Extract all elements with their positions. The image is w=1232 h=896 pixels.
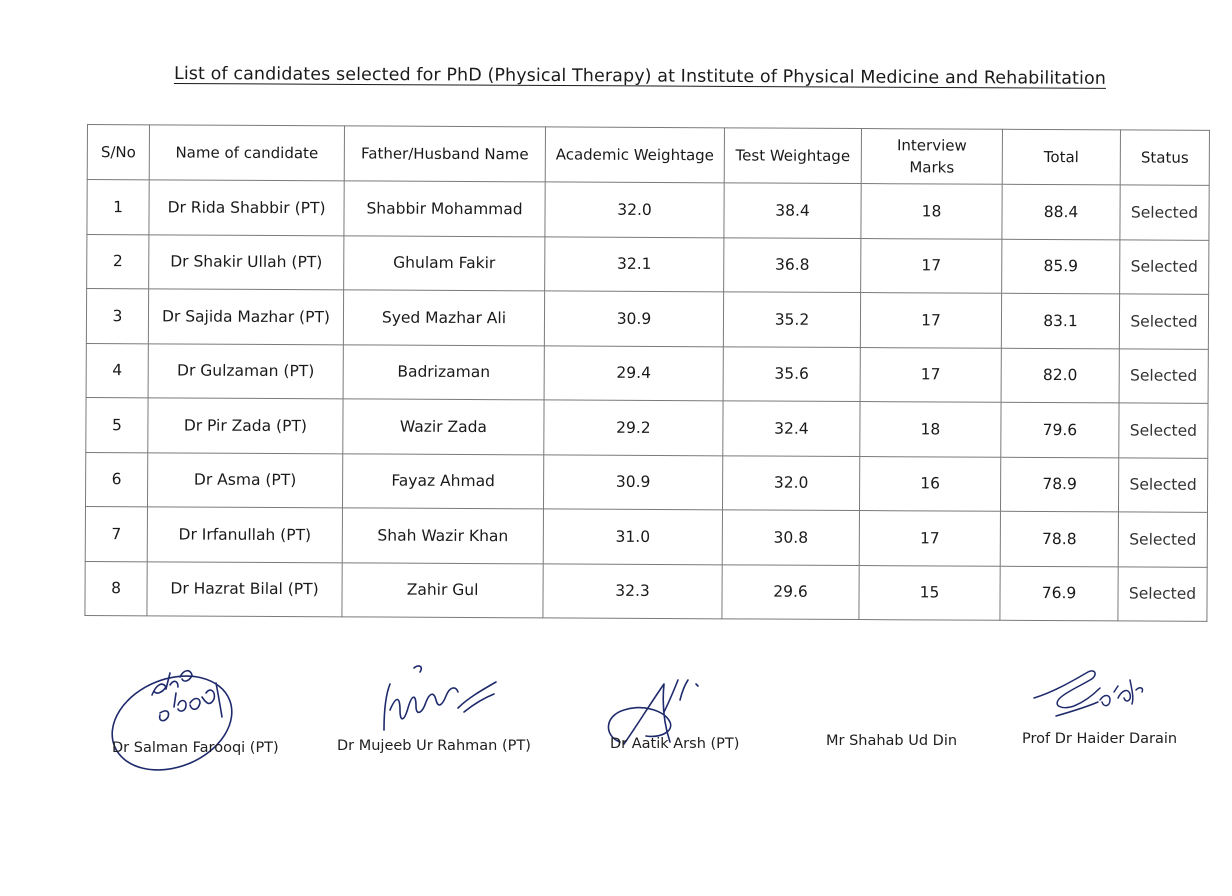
cell-total: 79.6 <box>1001 402 1119 457</box>
header-name: Name of candidate <box>149 125 344 181</box>
table-row <box>87 180 1209 240</box>
header-total: Total <box>1002 129 1120 185</box>
cell-academic: 30.9 <box>543 454 722 509</box>
cell-status: Selected <box>1118 457 1207 512</box>
cell-test: 29.6 <box>722 564 859 619</box>
cell-father: Zahir Gul <box>342 562 543 618</box>
cell-interview: 16 <box>859 456 1000 511</box>
cell-interview: 17 <box>861 238 1002 293</box>
cell-total: 88.4 <box>1002 184 1120 239</box>
cell-test: 30.8 <box>722 510 859 565</box>
cell-sno: 4 <box>86 343 148 398</box>
cell-father: Wazir Zada <box>343 399 544 455</box>
cell-status: Selected <box>1118 512 1207 567</box>
cell-sno: 6 <box>85 452 147 507</box>
cell-academic: 32.3 <box>543 563 722 618</box>
header-status: Status <box>1120 130 1209 185</box>
cell-status: Selected <box>1118 566 1207 621</box>
cell-total: 78.9 <box>1000 457 1118 512</box>
cell-test: 38.4 <box>724 183 861 238</box>
signature-haider-darain <box>1026 660 1156 730</box>
cell-academic: 29.2 <box>544 400 723 455</box>
signatory-name: Dr Salman Farooqi (PT) <box>112 740 279 756</box>
candidates-table-wrapper <box>84 124 1210 622</box>
cell-test: 35.6 <box>723 346 860 401</box>
cell-sno: 5 <box>86 397 148 452</box>
document-title: List of candidates selected for PhD (Physical Therapy) at Institute of Physical Medicine and Rehabilitation <box>173 64 1107 89</box>
cell-father: Fayaz Ahmad <box>342 453 543 509</box>
cell-interview: 15 <box>859 565 1000 620</box>
cell-name: Dr Shakir Ullah (PT) <box>149 234 344 290</box>
cell-status: Selected <box>1119 348 1208 403</box>
header-test: Test Weightage <box>724 128 861 184</box>
table-row <box>85 452 1207 512</box>
cell-father: Syed Mazhar Ali <box>343 290 544 346</box>
header-interview <box>861 129 1002 185</box>
signatory-name: Dr Mujeeb Ur Rahman (PT) <box>337 738 531 754</box>
cell-academic: 32.1 <box>545 236 724 291</box>
cell-interview: 17 <box>859 511 1000 566</box>
table-header-row <box>87 125 1209 186</box>
cell-total: 83.1 <box>1001 293 1119 348</box>
table-row <box>87 234 1209 294</box>
header-father: Father/Husband Name <box>344 126 545 182</box>
cell-test: 32.4 <box>723 401 860 456</box>
cell-father: Ghulam Fakir <box>344 235 545 291</box>
cell-test: 36.8 <box>724 237 861 292</box>
cell-name: Dr Pir Zada (PT) <box>148 398 343 454</box>
cell-father: Shah Wazir Khan <box>342 508 543 564</box>
signature-mujeeb-ur-rahman <box>372 660 512 740</box>
table-row <box>86 289 1208 349</box>
cell-father: Shabbir Mohammad <box>344 181 545 237</box>
cell-test: 32.0 <box>722 455 859 510</box>
candidates-table <box>84 124 1210 622</box>
cell-name: Dr Rida Shabbir (PT) <box>149 180 344 236</box>
cell-total: 76.9 <box>1000 566 1118 621</box>
header-academic: Academic Weightage <box>545 127 724 183</box>
cell-sno: 1 <box>87 180 149 235</box>
signature-salman-farooqi <box>104 655 234 775</box>
table-row <box>85 561 1207 621</box>
cell-interview: 18 <box>861 184 1002 239</box>
cell-name: Dr Asma (PT) <box>147 452 342 508</box>
header-interview-line1: Interview <box>896 136 967 155</box>
signatory-name: Mr Shahab Ud Din <box>826 733 958 749</box>
cell-name: Dr Sajida Mazhar (PT) <box>148 289 343 345</box>
signatory-name: Prof Dr Haider Darain <box>1022 731 1178 747</box>
cell-test: 35.2 <box>723 292 860 347</box>
signatory-name: Dr Aatik Arsh (PT) <box>610 736 740 752</box>
table-row <box>86 397 1208 457</box>
cell-name: Dr Irfanullah (PT) <box>147 507 342 563</box>
cell-name: Dr Gulzaman (PT) <box>148 343 343 399</box>
cell-status: Selected <box>1119 294 1208 349</box>
cell-status: Selected <box>1120 239 1209 294</box>
cell-sno: 8 <box>85 561 147 616</box>
cell-sno: 3 <box>86 289 148 344</box>
cell-total: 85.9 <box>1002 239 1120 294</box>
header-interview-line2: Marks <box>909 158 955 177</box>
table-row <box>85 506 1207 566</box>
cell-total: 82.0 <box>1001 348 1119 403</box>
cell-sno: 7 <box>85 506 147 561</box>
cell-father: Badrizaman <box>343 344 544 400</box>
header-sno: S/No <box>87 125 149 180</box>
cell-academic: 31.0 <box>543 509 722 564</box>
cell-name: Dr Hazrat Bilal (PT) <box>147 561 342 617</box>
cell-academic: 32.0 <box>545 182 724 237</box>
cell-status: Selected <box>1120 185 1209 240</box>
cell-interview: 17 <box>860 347 1001 402</box>
cell-academic: 30.9 <box>544 291 723 346</box>
cell-interview: 18 <box>860 402 1001 457</box>
table-row <box>86 343 1208 403</box>
cell-status: Selected <box>1119 403 1208 458</box>
cell-total: 78.8 <box>1000 511 1118 566</box>
cell-interview: 17 <box>860 293 1001 348</box>
cell-academic: 29.4 <box>544 345 723 400</box>
cell-sno: 2 <box>87 234 149 289</box>
